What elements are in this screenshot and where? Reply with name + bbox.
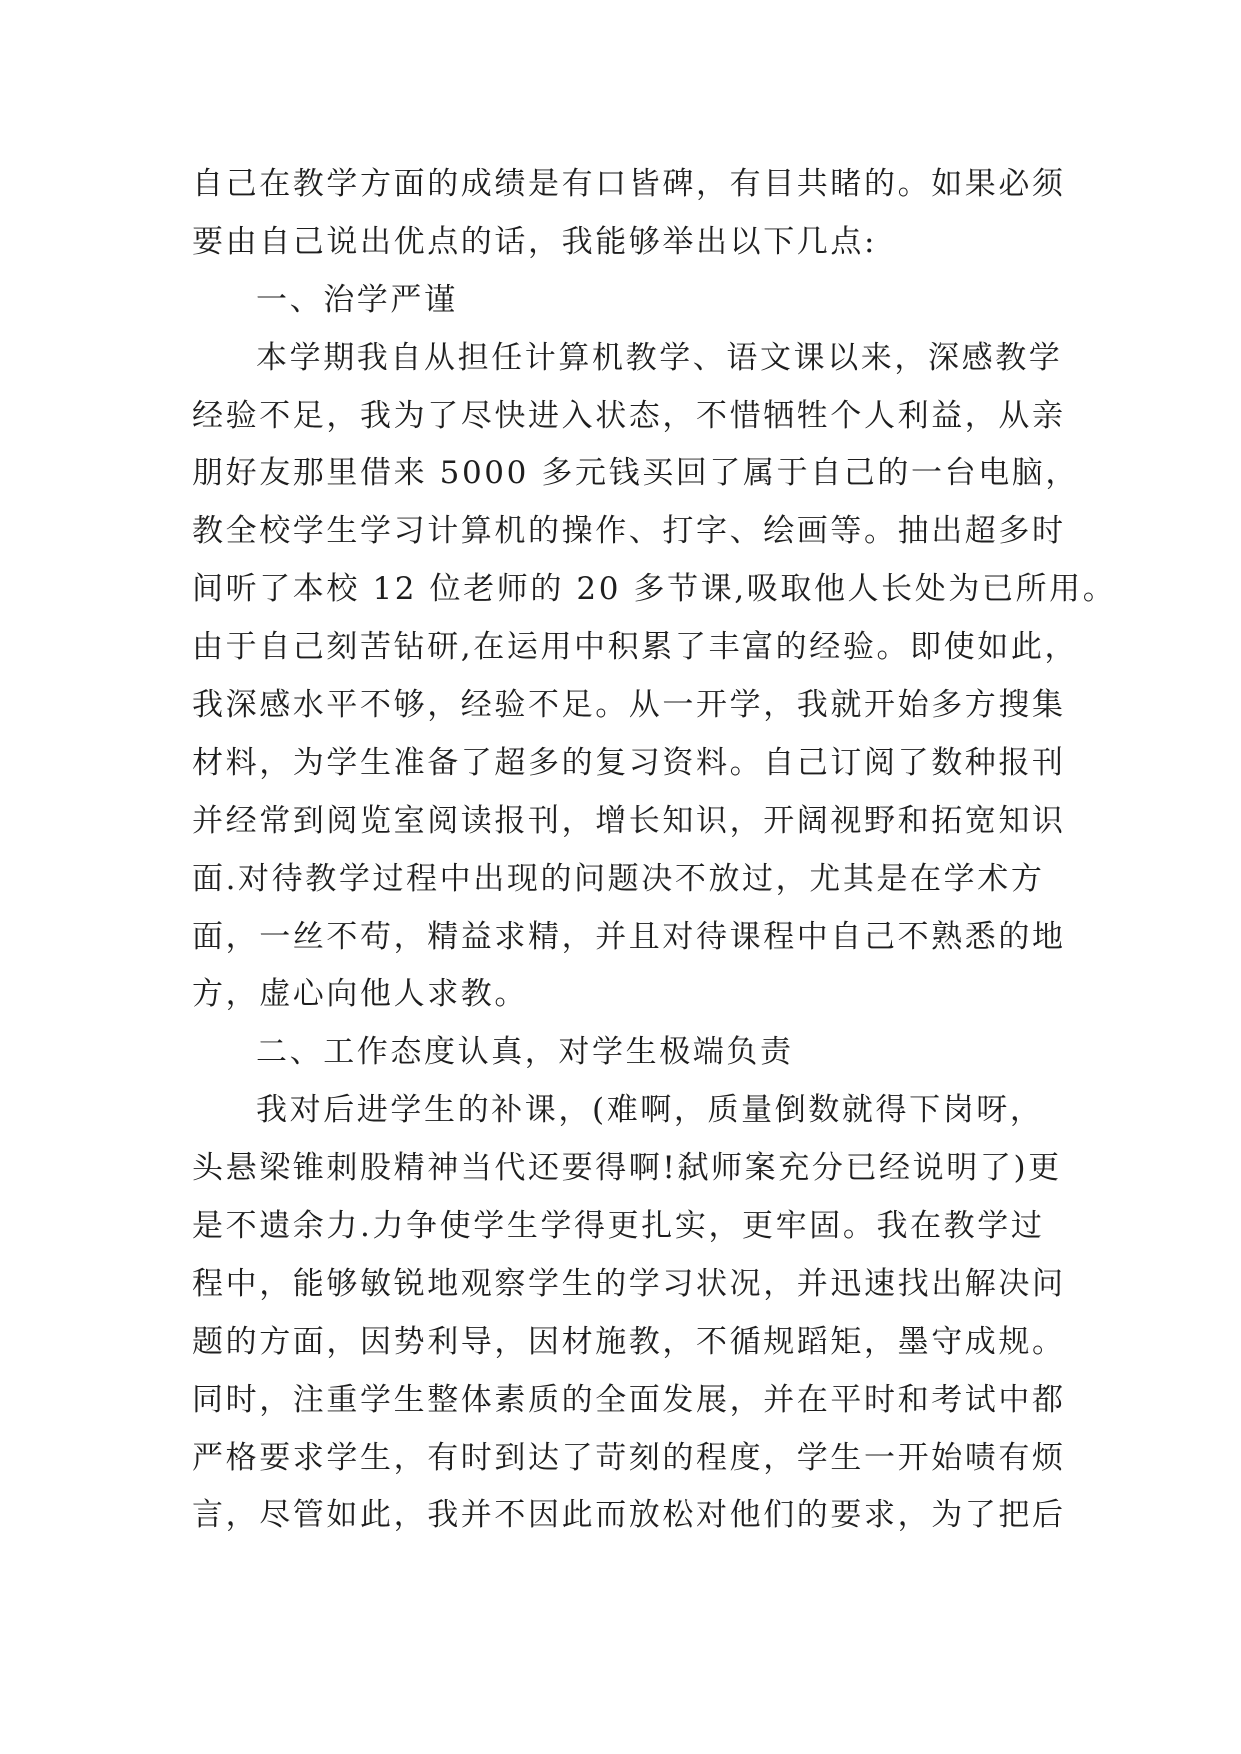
text-line: 经验不足，我为了尽快进入状态，不惜牺牲个人利益，从亲 xyxy=(192,397,1066,434)
text-line: 方，虚心向他人求教。 xyxy=(192,976,528,1013)
section-heading: 一、治学严谨 xyxy=(256,281,458,318)
text-line: 并经常到阅览室阅读报刊，增长知识，开阔视野和拓宽知识 xyxy=(192,802,1066,839)
text-line: 是不遗余力.力争使学生学得更扎实，更牢固。我在教学过 xyxy=(192,1208,1045,1245)
text-line: 言，尽管如此，我并不因此而放松对他们的要求，为了把后 xyxy=(192,1497,1066,1534)
text-line: 自己在教学方面的成绩是有口皆碑，有目共睹的。如果必须 xyxy=(192,166,1066,202)
text-line: 题的方面，因势利导，因材施教，不循规蹈矩，墨守成规。 xyxy=(192,1323,1066,1360)
text-line: 要由自己说出优点的话，我能够举出以下几点: xyxy=(192,223,878,260)
text-line: 面，一丝不苟，精益求精，并且对待课程中自己不熟悉的地 xyxy=(192,918,1066,955)
text-line: 由于自己刻苦钻研,在运用中积累了丰富的经验。即使如此， xyxy=(192,629,1079,666)
text-line: 我深感水平不够，经验不足。从一开学，我就开始多方搜集 xyxy=(192,687,1066,724)
text-line: 头悬梁锥刺股精神当代还要得啊!弑师案充分已经说明了)更 xyxy=(192,1150,1062,1187)
text-line: 朋好友那里借来 5000 多元钱买回了属于自己的一台电脑， xyxy=(192,455,1079,492)
text-line: 间听了本校 12 位老师的 20 多节课,吸取他人长处为已所用。 xyxy=(192,571,1117,608)
text-line: 面.对待教学过程中出现的问题决不放过，尤其是在学术方 xyxy=(192,860,1045,897)
text-line: 同时，注重学生整体素质的全面发展，并在平时和考试中都 xyxy=(192,1381,1066,1418)
body-text xyxy=(192,156,1117,1545)
section-heading: 二、工作态度认真，对学生极端负责 xyxy=(256,1034,794,1071)
paragraph-first-line: 我对后进学生的补课，(难啊，质量倒数就得下岗呀， xyxy=(256,1092,1044,1129)
text-line: 教全校学生学习计算机的操作、打字、绘画等。抽出超多时 xyxy=(192,513,1066,550)
text-line: 程中，能够敏锐地观察学生的学习状况，并迅速找出解决问 xyxy=(192,1265,1066,1302)
paragraph-first-line: 本学期我自从担任计算机教学、语文课以来，深感教学 xyxy=(256,339,1063,376)
text-line: 材料，为学生准备了超多的复习资料。自己订阅了数种报刊 xyxy=(192,744,1066,781)
text-line: 严格要求学生，有时到达了苛刻的程度，学生一开始啧有烦 xyxy=(192,1439,1066,1476)
